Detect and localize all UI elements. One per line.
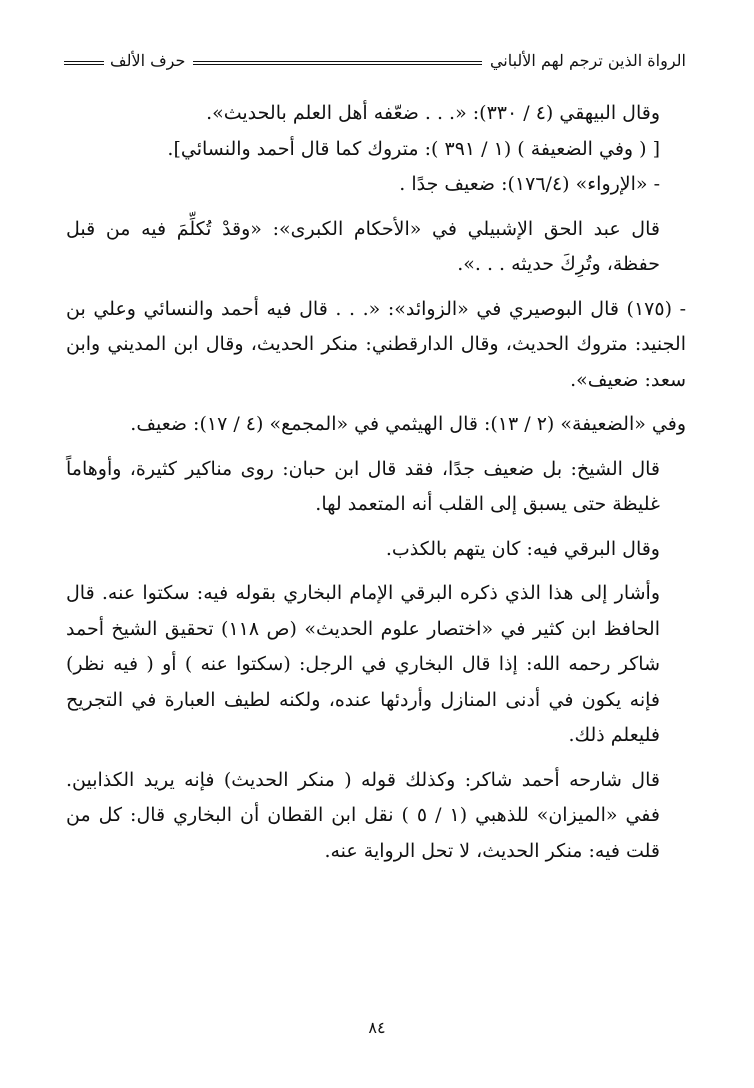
paragraph: قال الشيخ: بل ضعيف جدًا، فقد قال ابن حبان: روى مناكير كثيرة، وأوهاماً غليظة حتى يسبق إلى القلب أنه المتعمد لها. <box>66 457 660 515</box>
paragraph: قال شارحه أحمد شاكر: وكذلك قوله ( منكر الحديث) فإنه يريد الكذابين. ففي «الميزان» للذهبي (١ / ٥ ) نقل ابن القطان أن البخاري قال: كل من قلت فيه: منكر الحديث، لا تحل الرواية عنه. <box>66 768 660 862</box>
paragraph: - (١٧٥) قال البوصيري في «الزوائد»: «. . . قال فيه أحمد والنسائي وعلي بن الجنيد: متروك الحديث، وقال الدارقطني: منكر الحديث، وقال ابن المديني وابن سعد: ضعيف». <box>66 297 686 391</box>
paragraph: - «الإرواء» (١٧٦/٤): ضعيف جدًا . <box>399 173 660 195</box>
paragraph: [ ( وفي الضعيفة ) (١ / ٣٩١ ): متروك كما قال أحمد والنسائي]. <box>167 137 660 160</box>
paragraph: وقال البرقي فيه: كان يتهم بالكذب. <box>385 537 660 560</box>
paragraph: وأشار إلى هذا الذي ذكره البرقي الإمام البخاري بقوله فيه: سكتوا عنه. قال الحافظ ابن كثير في «اختصار علوم الحديث» (ص ١١٨) تحقيق الشيخ أحمد شاكر رحمه الله: إذا قال البخاري في الرجل: (سكتوا عنه ) أو ( فيه نظر) فإنه يكون في أدنى المنازل وأردئها عنده، ولكنه لطيف العبارة في التجريح فليعلم ذلك. <box>66 582 660 746</box>
section-title: حرف الألف <box>104 50 193 72</box>
paragraph: وفي «الضعيفة» (٢ / ١٣): قال الهيثمي في «المجمع» (٤ / ١٧): ضعيف. <box>130 413 686 435</box>
page-body <box>66 96 686 869</box>
running-title: الرواة الذين ترجم لهم الألباني <box>482 50 686 72</box>
page-number: ٨٤ <box>368 1018 386 1037</box>
paragraph: قال عبد الحق الإشبيلي في «الأحكام الكبرى»: «وقدْ تُكلِّمَ فيه من قبل حفظة، وتُرِكَ حديثه . . .». <box>66 217 660 275</box>
running-header <box>64 50 686 76</box>
header-rule-short <box>64 61 94 65</box>
paragraph: وقال البيهقي (٤ / ٣٣٠): «. . . ضعّفه أهل العلم بالحديث». <box>206 102 660 124</box>
